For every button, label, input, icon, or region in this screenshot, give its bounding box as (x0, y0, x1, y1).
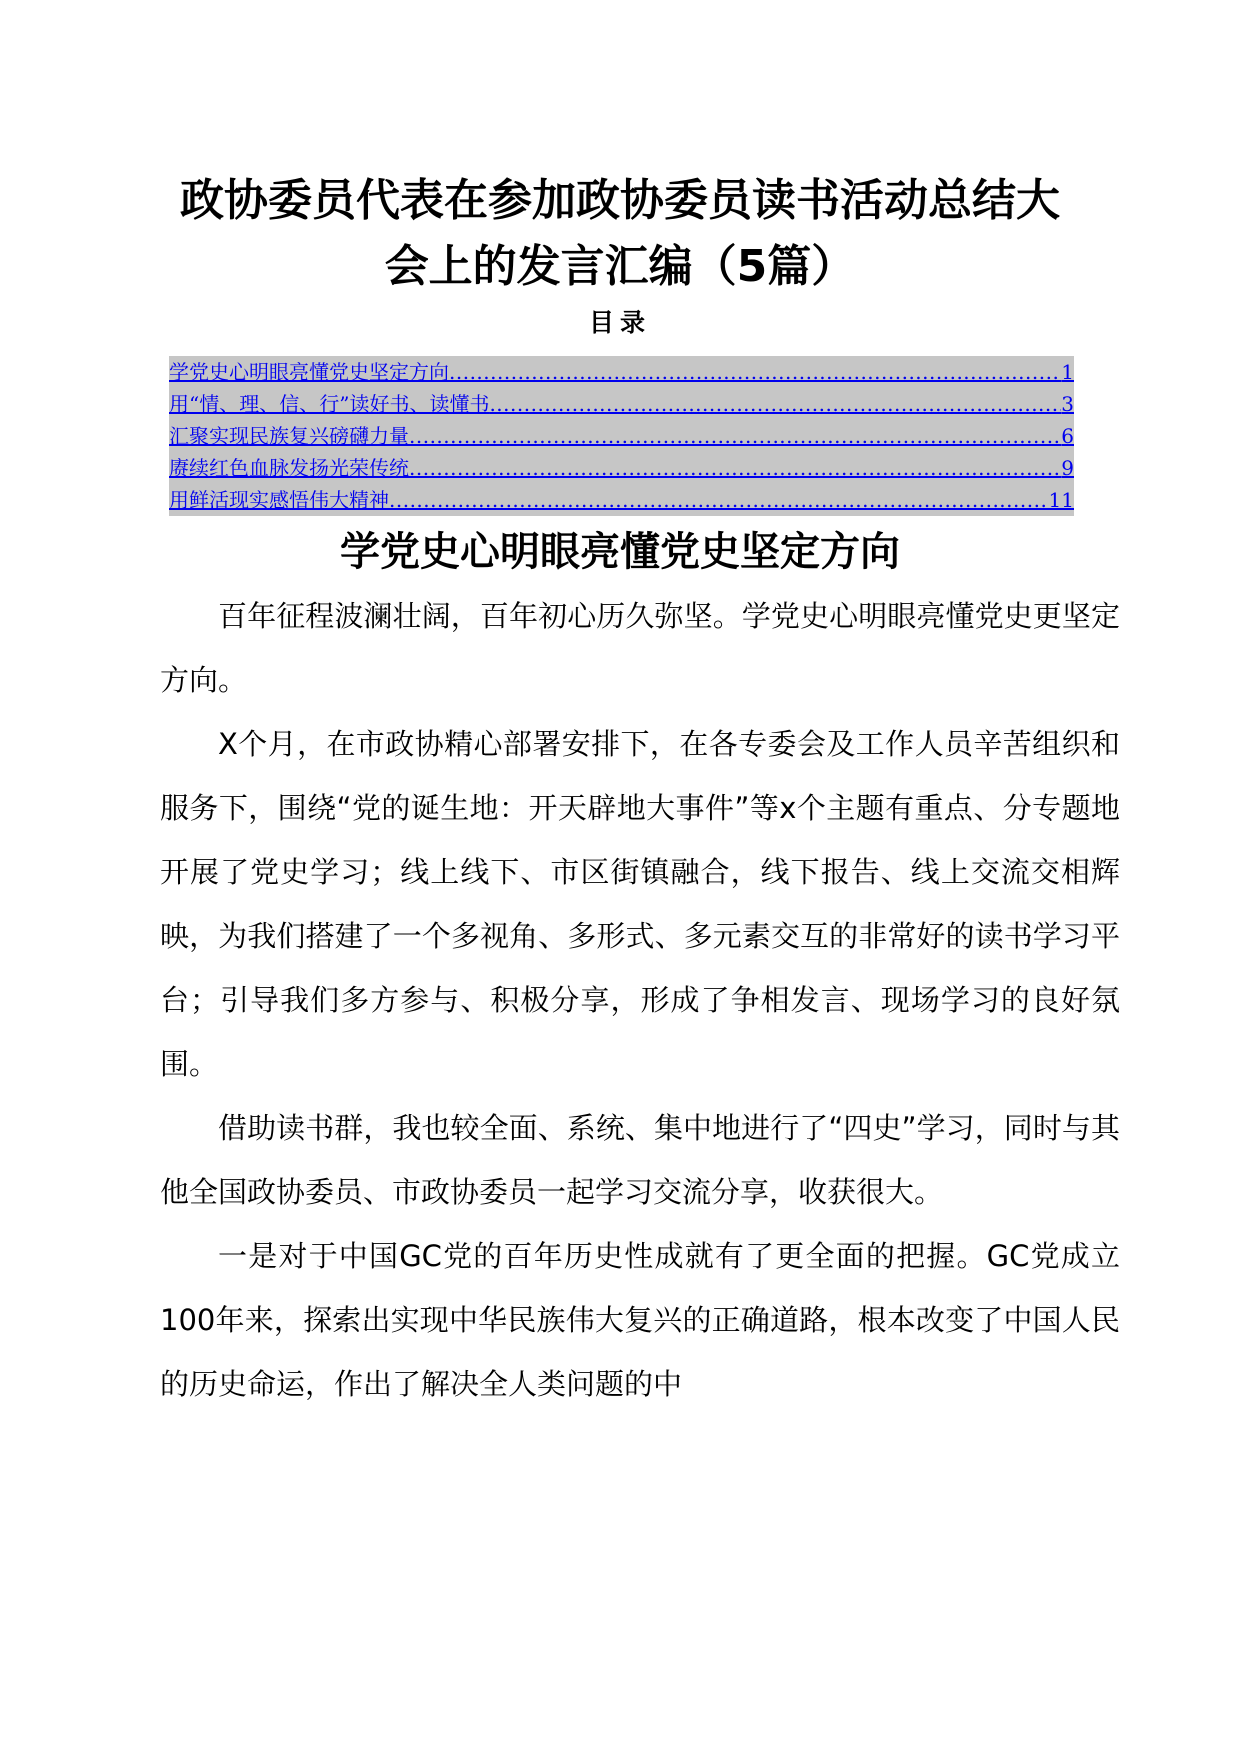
paragraph: 借助读书群，我也较全面、系统、集中地进行了“四史”学习，同时与其他全国政协委员、市政协委员一起学习交流分享，收获很大。 (160, 1111, 1120, 1209)
toc-entry[interactable] (169, 356, 1074, 388)
section-heading: 学党史心明眼亮懂党史坚定方向 (340, 529, 900, 575)
toc-entry-page[interactable]: 3 (1061, 392, 1074, 416)
toc-entry[interactable] (169, 484, 1074, 516)
toc-entry[interactable] (169, 420, 1074, 452)
paragraph: 一是对于中国GC党的百年历史性成就有了更全面的把握。GC党成立100年来，探索出实现中华民族伟大复兴的正确道路，根本改变了中国人民的历史命运，作出了解决全人类问题的中 (160, 1239, 1120, 1401)
toc-entry-title[interactable]: 学党史心明眼亮懂党史坚定方向 (169, 360, 449, 384)
toc-entry-page[interactable]: 9 (1061, 456, 1074, 480)
toc-leader-dots (449, 356, 1061, 388)
toc-leader-dots (489, 388, 1061, 420)
toc-entry[interactable] (169, 452, 1074, 484)
toc-leader-dots (389, 484, 1049, 516)
toc-entry-page[interactable]: 11 (1048, 488, 1074, 512)
body-text (160, 584, 1120, 1416)
toc-entry-title[interactable]: 汇聚实现民族复兴磅礴力量 (169, 424, 409, 448)
toc-leader-dots (409, 452, 1061, 484)
toc-entry-title[interactable]: 用“情、理、信、行”读好书、读懂书 (169, 392, 490, 416)
paragraph: 百年征程波澜壮阔，百年初心历久弥坚。学党史心明眼亮懂党史更坚定方向。 (160, 599, 1120, 697)
toc-entry-page[interactable]: 6 (1061, 424, 1074, 448)
document-title-line-1: 政协委员代表在参加政协委员读书活动总结大 (180, 175, 1060, 226)
paragraph: X个月，在市政协精心部署安排下，在各专委会及工作人员辛苦组织和服务下，围绕“党的诞生地：开天辟地大事件”等x个主题有重点、分专题地开展了党史学习；线上线下、市区街镇融合，线下报告、线上交流交相辉映，为我们搭建了一个多视角、多形式、多元素交互的非常好的读书学习平台；引导我们多方参与、积极分享，形成了争相发言、现场学习的良好氛围。 (160, 727, 1120, 1081)
toc-entry-title[interactable]: 用鲜活现实感悟伟大精神 (169, 488, 389, 512)
document-title-line-2: 会上的发言汇编（5篇） (384, 241, 856, 292)
toc-entry-title[interactable]: 赓续红色血脉发扬光荣传统 (169, 456, 409, 480)
table-of-contents (169, 356, 1074, 516)
toc-entry-page[interactable]: 1 (1061, 360, 1074, 384)
document-title (150, 168, 1090, 300)
toc-heading: 目录 (588, 308, 651, 337)
toc-entry[interactable] (169, 388, 1074, 420)
toc-leader-dots (409, 420, 1061, 452)
